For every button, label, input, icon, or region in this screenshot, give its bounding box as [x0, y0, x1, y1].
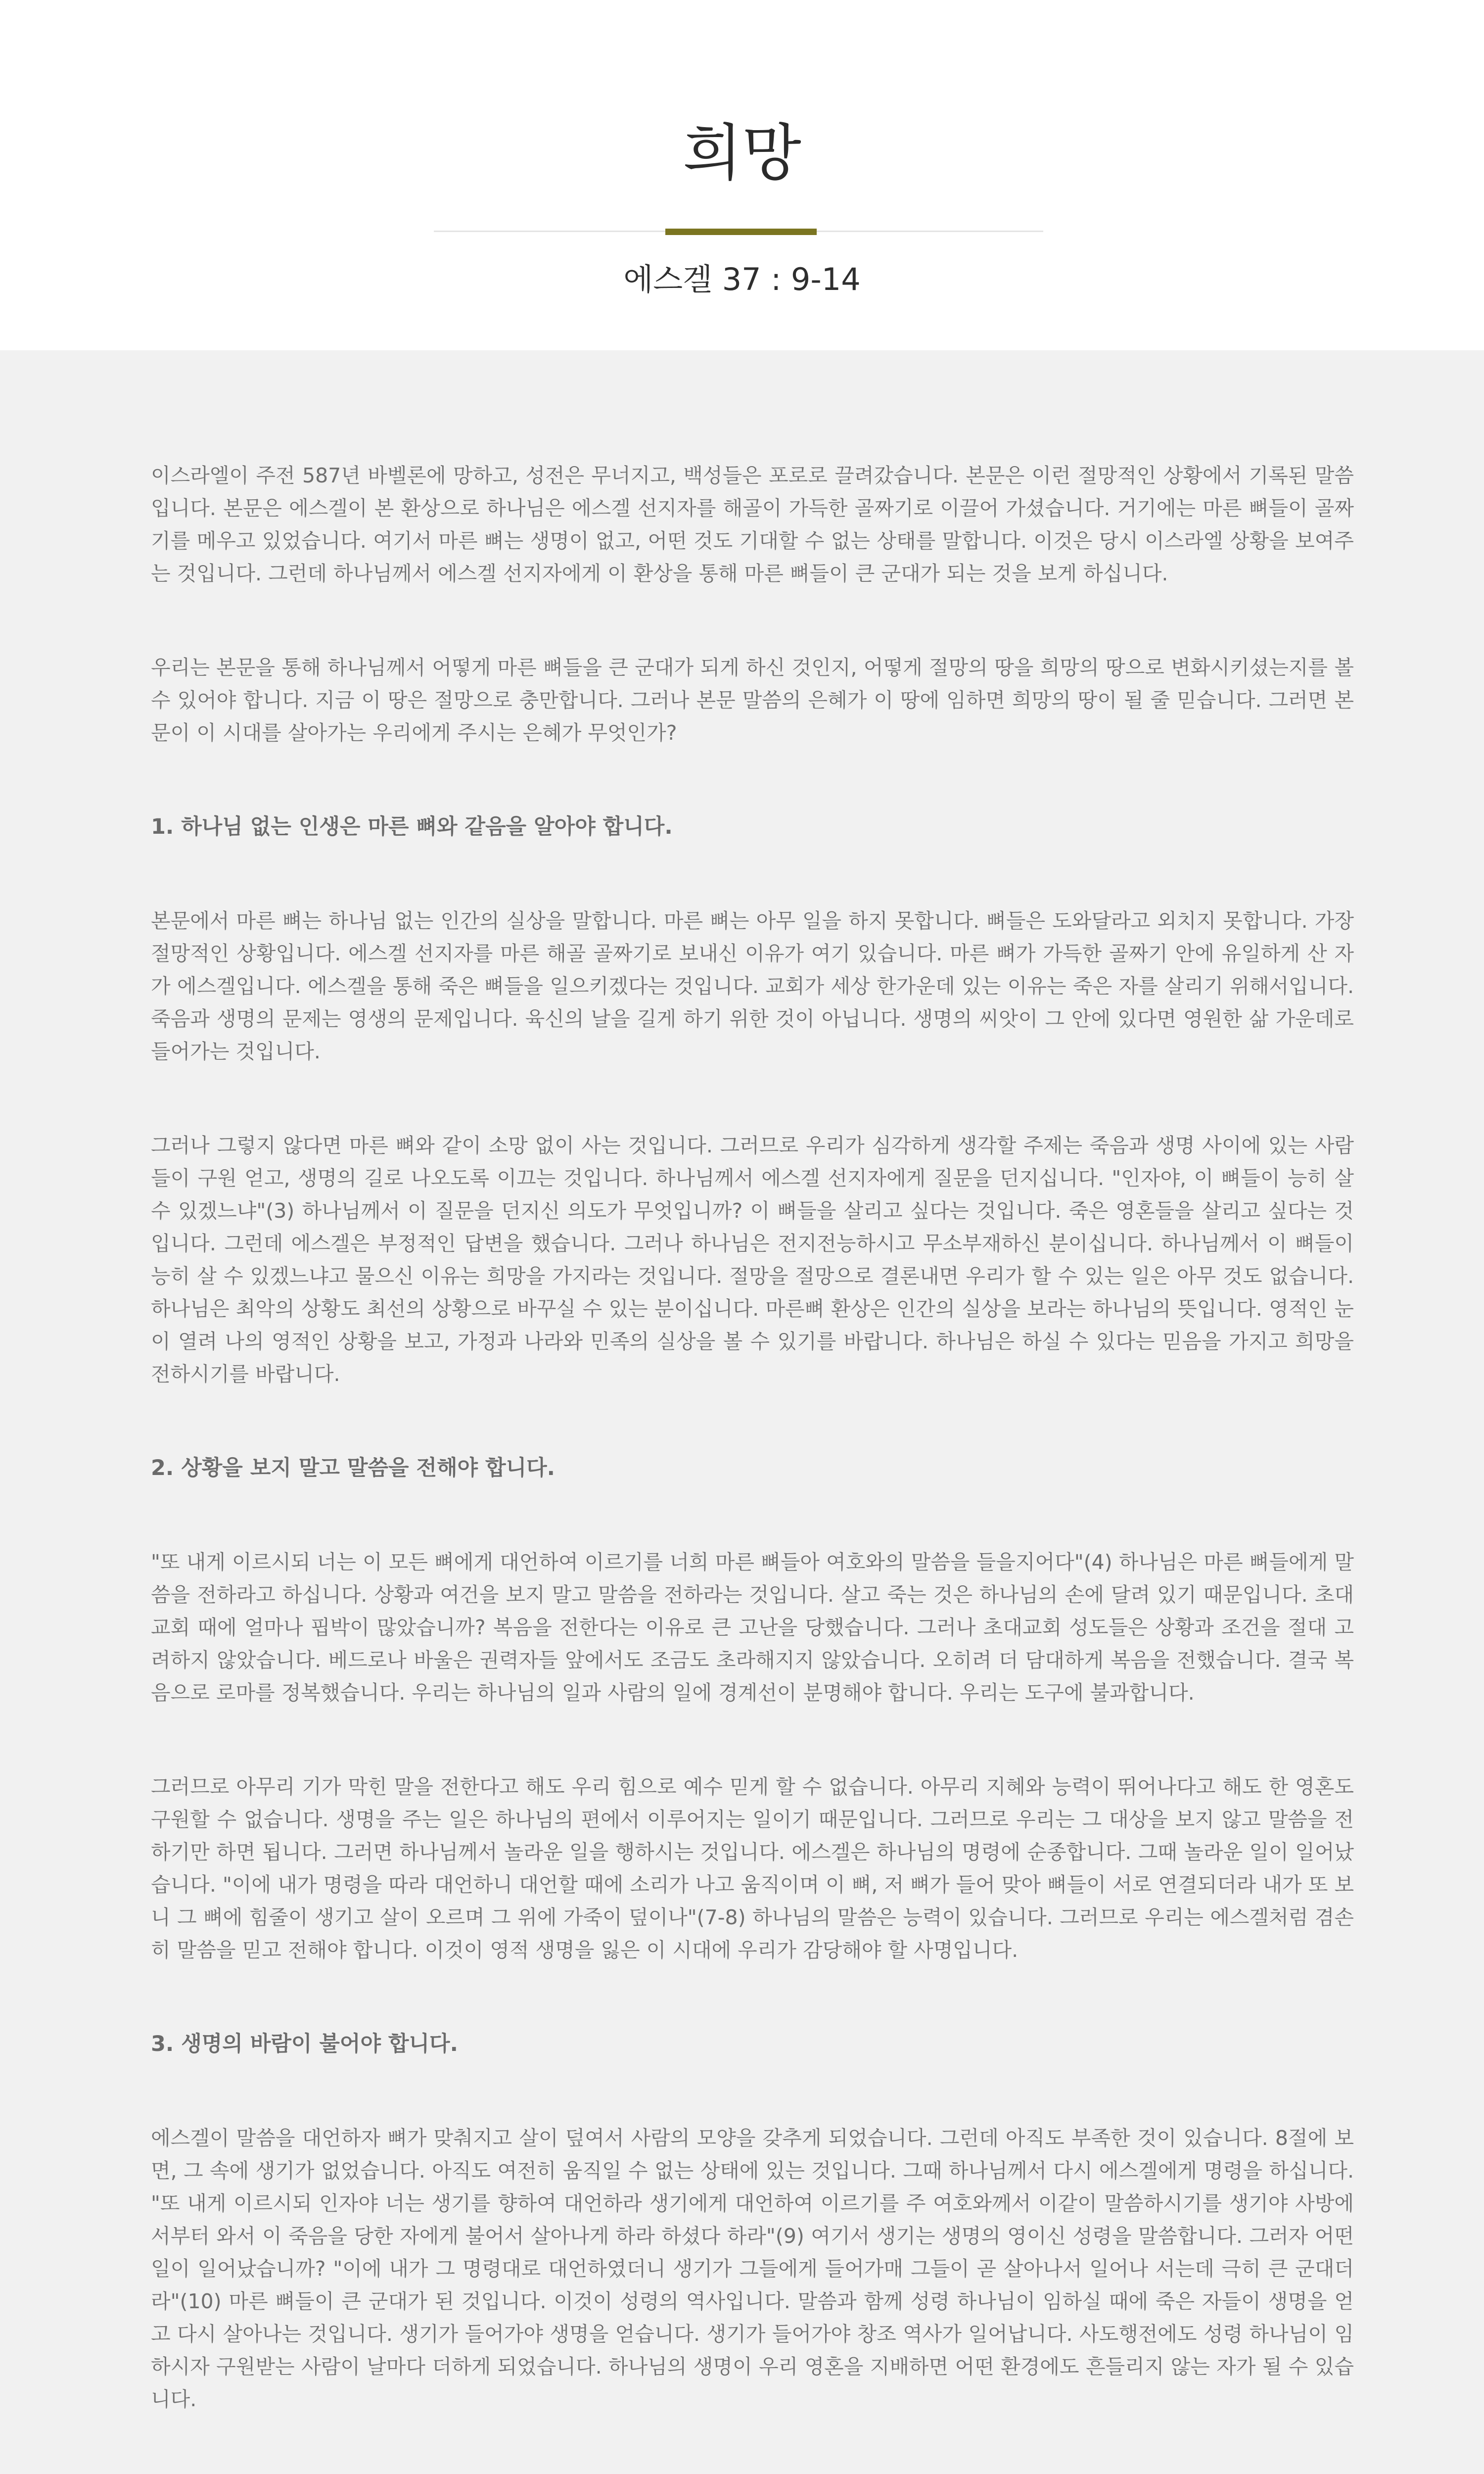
paragraph: 본문에서 마른 뼈는 하나님 없는 인간의 실상을 말합니다. 마른 뼈는 아무 일을 하지 못합니다. 뼈들은 도와달라고 외치지 못합니다. 가장 절망적인 상황입니다. 에스겔 선지자를 마른 해골 골짜기로 보내신 이유가 여기 있습니다. 마른 뼈가 가득한 골짜기 안에 유일하게 산 자가 에스겔입니다. 에스겔을 통해 죽은 뼈들을 일으키겠다는 것입니다. 교회가 세상 한가운데 있는 이유는 죽은 자를 살리기 위해서입니다. 죽음과 생명의 문제는 영생의 문제입니다. 육신의 날을 길게 하기 위한 것이 아닙니다. 생명의 씨앗이 그 안에 있다면 영원한 삶 가운데로 들어가는 것입니다. [151, 909, 1354, 1063]
section-heading: 1. 하나님 없는 인생은 마른 뼈와 같음을 알아야 합니다. [151, 814, 673, 839]
sermon-header [0, 0, 1484, 350]
paragraph: 에스겔이 말씀을 대언하자 뼈가 맞춰지고 살이 덮여서 사람의 모양을 갖추게 되었습니다. 그런데 아직도 부족한 것이 있습니다. 8절에 보면, 그 속에 생기가 없었습니다. 아직도 여전히 움직일 수 없는 상태에 있는 것입니다. 그때 하나님께서 다시 에스겔에게 명령을 하십니다. "또 내게 이르시되 인자야 너는 생기를 향하여 대언하라 생기에게 대언하여 이르기를 주 여호와께서 이같이 말씀하시기를 생기야 사방에서부터 와서 이 죽음을 당한 자에게 불어서 살아나게 하라 하셨다 하라"(9) 여기서 생기는 생명의 영이신 성령을 말씀합니다. 그러자 어떤 일이 일어났습니까? "이에 내가 그 명령대로 대언하였더니 생기가 그들에게 들어가매 그들이 곧 살아나서 일어나 서는데 극히 큰 군대더라"(10) 마른 뼈들이 큰 군대가 된 것입니다. 이것이 성령의 역사입니다. 말씀과 함께 성령 하나님이 임하실 때에 죽은 자들이 생명을 얻고 다시 살아나는 것입니다. 생기가 들어가야 생명을 얻습니다. 생기가 들어가야 창조 역사가 일어납니다. 사도행전에도 성령 하나님이 임하시자 구원받는 사람이 날마다 더하게 되었습니다. 하나님의 생명이 우리 영혼을 지배하면 어떤 환경에도 흔들리지 않는 자가 될 수 있습니다. [151, 2126, 1354, 2411]
sermon-body [151, 459, 1354, 2474]
paragraph: 이스라엘이 주전 587년 바벨론에 망하고, 성전은 무너지고, 백성들은 포로로 끌려갔습니다. 본문은 이런 절망적인 상황에서 기록된 말씀입니다. 본문은 에스겔이 본 환상으로 하나님은 에스겔 선지자를 해골이 가득한 골짜기로 이끌어 가셨습니다. 거기에는 마른 뼈들이 골짜기를 메우고 있었습니다. 여기서 마른 뼈는 생명이 없고, 어떤 것도 기대할 수 없는 상태를 말합니다. 이것은 당시 이스라엘 상황을 보여주는 것입니다. 그런데 하나님께서 에스겔 선지자에게 이 환상을 통해 마른 뼈들이 큰 군대가 되는 것을 보게 하십니다. [151, 464, 1354, 585]
section-heading: 2. 상황을 보지 말고 말씀을 전해야 합니다. [151, 1456, 556, 1480]
section-heading: 3. 생명의 바람이 불어야 합니다. [151, 2032, 458, 2056]
title-accent-bar [665, 229, 817, 235]
sermon-title: 희망 [683, 118, 801, 189]
paragraph: "또 내게 이르시되 너는 이 모든 뼈에게 대언하여 이르기를 너희 마른 뼈들아 여호와의 말씀을 들을지어다"(4) 하나님은 마른 뼈들에게 말씀을 전하라고 하십니다. 상황과 여건을 보지 말고 말씀을 전하라는 것입니다. 살고 죽는 것은 하나님의 손에 달려 있기 때문입니다. 초대교회 때에 얼마나 핍박이 많았습니까? 복음을 전한다는 이유로 큰 고난을 당했습니다. 그러나 초대교회 성도들은 상황과 조건을 절대 고려하지 않았습니다. 베드로나 바울은 권력자들 앞에서도 조금도 초라해지지 않았습니다. 오히려 더 담대하게 복음을 전했습니다. 결국 복음으로 로마를 정복했습니다. 우리는 하나님의 일과 사람의 일에 경계선이 분명해야 합니다. 우리는 도구에 불과합니다. [151, 1550, 1354, 1705]
paragraph: 우리는 본문을 통해 하나님께서 어떻게 마른 뼈들을 큰 군대가 되게 하신 것인지, 어떻게 절망의 땅을 희망의 땅으로 변화시키셨는지를 볼 수 있어야 합니다. 지금 이 땅은 절망으로 충만합니다. 그러나 본문 말씀의 은혜가 이 땅에 임하면 희망의 땅이 될 줄 믿습니다. 그러면 본문이 이 시대를 살아가는 우리에게 주시는 은혜가 무엇인가? [151, 656, 1354, 745]
paragraph: 그러나 그렇지 않다면 마른 뼈와 같이 소망 없이 사는 것입니다. 그러므로 우리가 심각하게 생각할 주제는 죽음과 생명 사이에 있는 사람들이 구원 얻고, 생명의 길로 나오도록 이끄는 것입니다. 하나님께서 에스겔 선지자에게 질문을 던지십니다. "인자야, 이 뼈들이 능히 살 수 있겠느냐"(3) 하나님께서 이 질문을 던지신 의도가 무엇입니까? 이 뼈들을 살리고 싶다는 것입니다. 죽은 영혼들을 살리고 싶다는 것입니다. 그런데 에스겔은 부정적인 답변을 했습니다. 그러나 하나님은 전지전능하시고 무소부재하신 분이십니다. 하나님께서 이 뼈들이 능히 살 수 있겠느냐고 물으신 이유는 희망을 가지라는 것입니다. 절망을 절망으로 결론내면 우리가 할 수 있는 일은 아무 것도 없습니다. 하나님은 최악의 상황도 최선의 상황으로 바꾸실 수 있는 분이십니다. 마른뼈 환상은 인간의 실상을 보라는 하나님의 뜻입니다. 영적인 눈이 열려 나의 영적인 상황을 보고, 가정과 나라와 민족의 실상을 볼 수 있기를 바랍니다. 하나님은 하실 수 있다는 믿음을 가지고 희망을 전하시기를 바랍니다. [151, 1134, 1354, 1386]
scripture-reference: 에스겔 37 : 9-14 [623, 261, 861, 297]
paragraph: 그러므로 아무리 기가 막힌 말을 전한다고 해도 우리 힘으로 예수 믿게 할 수 없습니다. 아무리 지혜와 능력이 뛰어나다고 해도 한 영혼도 구원할 수 없습니다. 생명을 주는 일은 하나님의 편에서 이루어지는 일이기 때문입니다. 그러므로 우리는 그 대상을 보지 않고 말씀을 전하기만 하면 됩니다. 그러면 하나님께서 놀라운 일을 행하시는 것입니다. 에스겔은 하나님의 명령에 순종합니다. 그때 놀라운 일이 일어났습니다. "이에 내가 명령을 따라 대언하니 대언할 때에 소리가 나고 움직이며 이 뼈, 저 뼈가 들어 맞아 뼈들이 서로 연결되더라 내가 또 보니 그 뼈에 힘줄이 생기고 살이 오르며 그 위에 가죽이 덮이나"(7-8) 하나님의 말씀은 능력이 있습니다. 그러므로 우리는 에스겔처럼 겸손히 말씀을 믿고 전해야 합니다. 이것이 영적 생명을 잃은 이 시대에 우리가 감당해야 할 사명입니다. [151, 1775, 1354, 1962]
